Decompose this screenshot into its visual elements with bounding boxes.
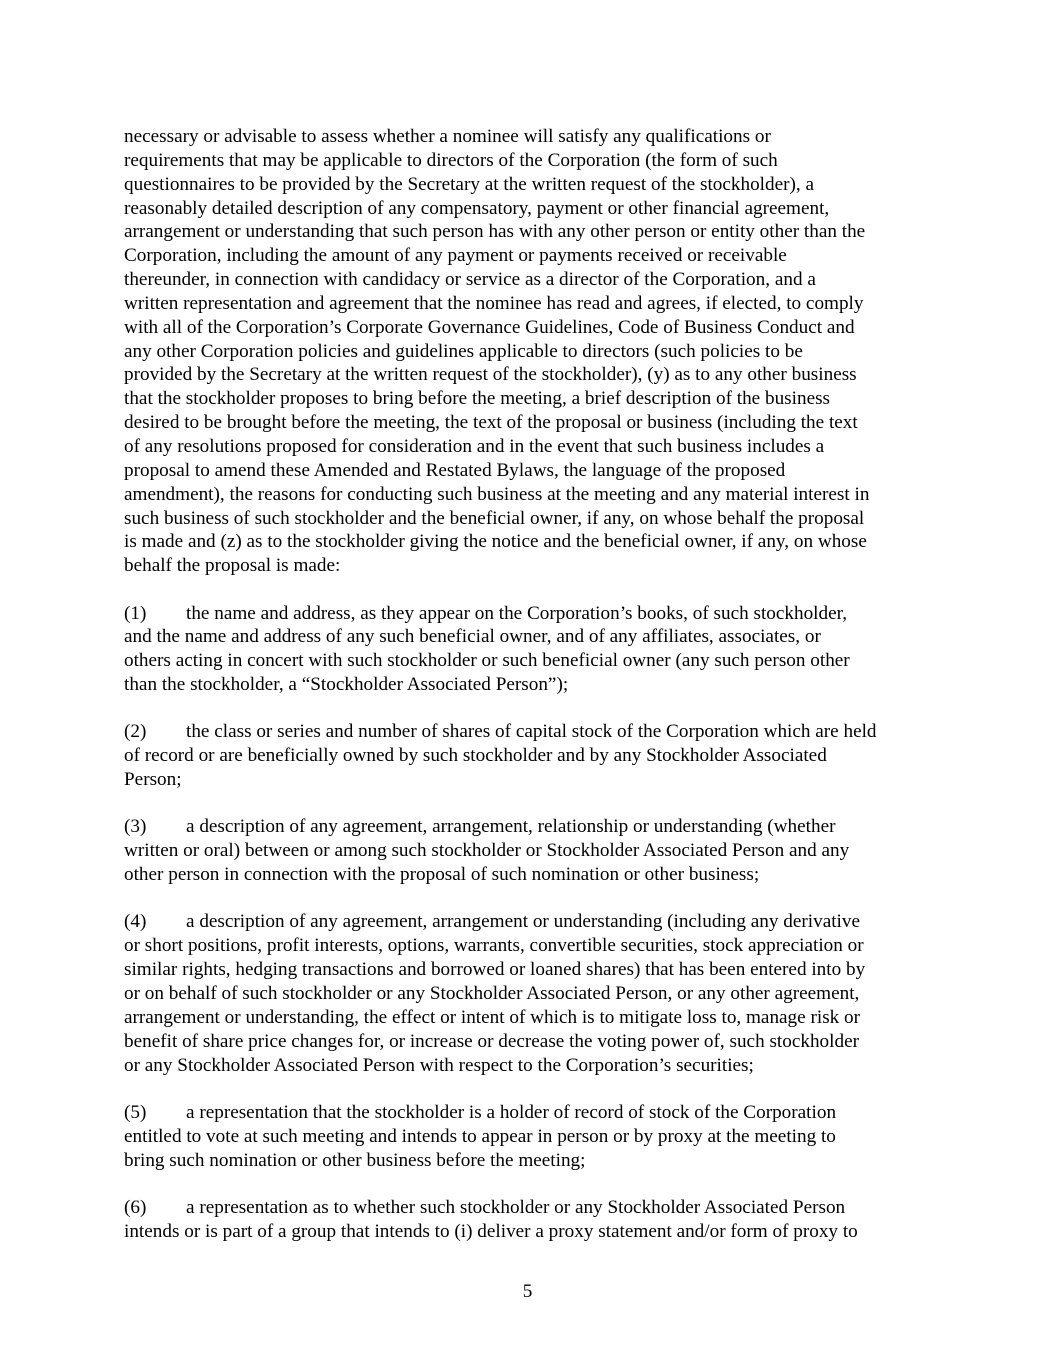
paragraph-line — [124, 815, 934, 839]
paragraph-line: questionnaires to be provided by the Secretary at the written request of the stockholder), a — [124, 173, 814, 195]
line-text: a representation as to whether such stockholder or any Stockholder Associated Person — [186, 1196, 846, 1218]
paragraph-line: or any Stockholder Associated Person with respect to the Corporation’s securities; — [124, 1054, 754, 1076]
paragraph-line: reasonably detailed description of any compensatory, payment or other financial agreement, — [124, 197, 830, 219]
paragraph-line: than the stockholder, a “Stockholder Associated Person”); — [124, 674, 569, 696]
intro-paragraph — [124, 125, 934, 578]
paragraph-line: necessary or advisable to assess whether a nominee will satisfy any qualifications or — [124, 126, 771, 147]
item-number: (5) — [124, 1101, 147, 1123]
paragraph-line: thereunder, in connection with candidacy or service as a director of the Corporation, and a — [124, 269, 816, 291]
paragraph-line: is made and (z) as to the stockholder giving the notice and the beneficial owner, if any, on whose — [124, 531, 867, 553]
paragraph-line: or short positions, profit interests, options, warrants, convertible securities, stock appreciation or — [124, 935, 864, 957]
paragraph-line: similar rights, hedging transactions and borrowed or loaned shares) that has been entered into by — [124, 959, 866, 981]
paragraph-line: such business of such stockholder and the beneficial owner, if any, on whose behalf the proposal — [124, 507, 865, 529]
paragraph-line — [124, 1196, 934, 1220]
paragraph-line: provided by the Secretary at the written request of the stockholder), (y) as to any other business — [124, 364, 857, 386]
line-text: a description of any agreement, arrangement or understanding (including any derivative — [186, 911, 860, 933]
paragraph-line: bring such nomination or other business before the meeting; — [124, 1149, 586, 1171]
item-number: (6) — [124, 1196, 147, 1218]
item-number: (4) — [124, 911, 147, 933]
list-item-2 — [124, 720, 934, 792]
paragraph-line: written representation and agreement that the nominee has read and agrees, if elected, to comply — [124, 292, 864, 314]
paragraph-line: written or oral) between or among such stockholder or Stockholder Associated Person and any — [124, 840, 850, 862]
page-number: 5 — [522, 1281, 533, 1302]
item-number: (2) — [124, 721, 147, 743]
paragraph-line: benefit of share price changes for, or increase or decrease the voting power of, such stockholder — [124, 1030, 859, 1052]
paragraph-line: or on behalf of such stockholder or any Stockholder Associated Person, or any other agreement, — [124, 983, 860, 1004]
paragraph-line: desired to be brought before the meeting, the text of the proposal or business (including the text — [124, 412, 858, 434]
document-page — [124, 125, 934, 1267]
line-text: the class or series and number of shares of capital stock of the Corporation which are held — [186, 721, 877, 743]
paragraph-line — [124, 602, 934, 626]
paragraph-line: Person; — [124, 769, 182, 791]
paragraph-line: requirements that may be applicable to directors of the Corporation (the form of such — [124, 149, 778, 171]
paragraph-line: amendment), the reasons for conducting such business at the meeting and any material interest in — [124, 483, 870, 505]
list-item-6 — [124, 1196, 934, 1244]
paragraph-line — [124, 910, 934, 934]
paragraph-line: any other Corporation policies and guidelines applicable to directors (such policies to be — [124, 340, 803, 362]
paragraph-line: entitled to vote at such meeting and intends to appear in person or by proxy at the meeting to — [124, 1125, 836, 1147]
line-text: a description of any agreement, arrangement, relationship or understanding (whether — [186, 816, 836, 838]
paragraph-line — [124, 1101, 934, 1125]
list-item-4 — [124, 910, 934, 1077]
paragraph-line: others acting in concert with such stockholder or such beneficial owner (any such person other — [124, 650, 850, 672]
item-number: (3) — [124, 816, 147, 838]
list-item-5 — [124, 1101, 934, 1173]
paragraph-line: behalf the proposal is made: — [124, 555, 341, 577]
line-text: a representation that the stockholder is a holder of record of stock of the Corporation — [186, 1101, 837, 1123]
paragraph-line: other person in connection with the proposal of such nomination or other business; — [124, 864, 760, 886]
paragraph-line: arrangement or understanding, the effect or intent of which is to mitigate loss to, manage risk or — [124, 1006, 861, 1028]
paragraph-line: intends or is part of a group that intends to (i) deliver a proxy statement and/or form of proxy to — [124, 1220, 858, 1242]
paragraph-line: arrangement or understanding that such person has with any other person or entity other than the — [124, 221, 866, 243]
list-item-1 — [124, 602, 934, 697]
line-text: the name and address, as they appear on the Corporation’s books, of such stockholder, — [186, 602, 848, 624]
paragraph-line: and the name and address of any such beneficial owner, and of any affiliates, associates, or — [124, 626, 821, 648]
paragraph-line: Corporation, including the amount of any payment or payments received or receivable — [124, 245, 787, 267]
paragraph-line: of record or are beneficially owned by such stockholder and by any Stockholder Associated — [124, 745, 827, 767]
paragraph-line: that the stockholder proposes to bring before the meeting, a brief description of the business — [124, 388, 831, 410]
list-item-3 — [124, 815, 934, 887]
paragraph-line: with all of the Corporation’s Corporate Governance Guidelines, Code of Business Conduct and — [124, 316, 855, 338]
item-number: (1) — [124, 602, 147, 624]
paragraph-line: of any resolutions proposed for consideration and in the event that such business includes a — [124, 435, 825, 457]
paragraph-line: proposal to amend these Amended and Restated Bylaws, the language of the proposed — [124, 459, 786, 481]
paragraph-line — [124, 720, 934, 744]
